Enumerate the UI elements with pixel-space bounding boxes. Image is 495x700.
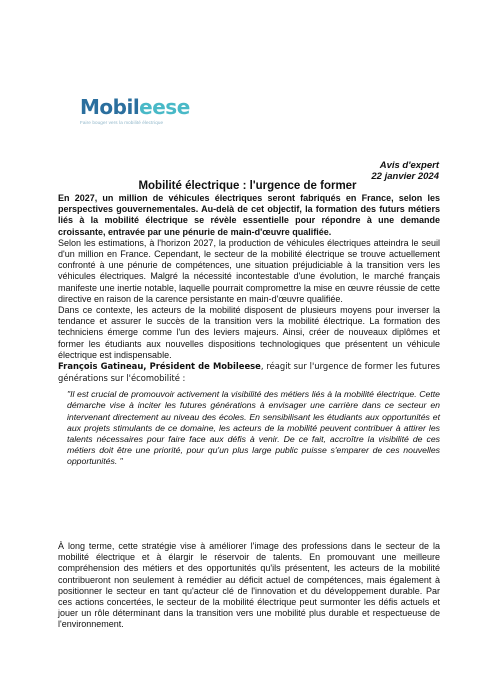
closing-paragraph: À long terme, cette stratégie vise à améliorer l'image des professions dans le secteur de la mobilité électrique et à élargir le réservoir de talents. En promouvant une meilleure compréhension des métiers et des opportunités qu'ils présentent, les acteurs de la mobilité contribueront non seulement à remédier au déficit actuel de compétences, mais également à positionner le secteur en tant qu'acteur clé de l'innovation et du développement durable. Par ces actions concertées, le secteur de la mobilité électrique peut surmonter les défis actuels et jouer un rôle déterminant dans la transition vers une mobilité plus durable et respectueuse de l'environnement. [58, 541, 440, 630]
document-body [58, 193, 440, 468]
speaker-name: François Gatineau, Président de Mobileese [58, 361, 261, 372]
logo-text-dark: Mobil [80, 95, 140, 119]
logo-text-light: eese [139, 95, 190, 119]
speaker-intro [58, 361, 440, 384]
expert-quote: "Il est crucial de promouvoir activement la visibilité des métiers liés à la mobilité électrique. Cette démarche vise à inciter les futures générations à envisager une carrière dans ce secteur en intervenant directement au niveau des écoles. En sensibilisant les étudiants aux opportunités et aux projets stimulants de ce domaine, les acteurs de la mobilité peuvent contribuer à attirer les talents nécessaires pour faire face aux défis à venir. De ce fait, accroître la visibilité de ces métiers doit être une priorité, pour qu'un plus large public puisse s'emparer de ces nouvelles opportunités. " [67, 389, 440, 467]
lead-paragraph: En 2027, un million de véhicules électriques seront fabriqués en France, selon les perspectives gouvernementales. Au-delà de cet objectif, la formation des futurs métiers liés à la mobilité électrique se révèle essentielle pour répondre à une demande croissante, entravée par une pénurie de main-d'œuvre qualifiée. [58, 193, 440, 237]
document-date: 22 janvier 2024 [371, 171, 439, 182]
document-meta [371, 160, 439, 182]
document-type: Avis d'expert [379, 160, 439, 171]
body-paragraph: Selon les estimations, à l'horizon 2027, la production de véhicules électriques atteindra le seuil d'un million en France. Cependant, le secteur de la mobilité électrique se trouve actuellement confronté à une pénurie de compétences, une situation préjudiciable à la transition vers les véhicules électriques. Malgré la nécessité incontestable d'une évolution, le marché français manifeste une inertie notable, laquelle pourrait compromettre la mise en œuvre réussie de cette directive en raison de la carence persistante en main-d'œuvre qualifiée. [58, 237, 440, 304]
logo-wordmark [80, 95, 190, 119]
speaker-intro-text: , réagit sur l'urgence de former les futures générations sur l'écomobilité : [58, 361, 440, 383]
document-title: Mobilité électrique : l'urgence de former [138, 180, 357, 192]
mobileese-logo [80, 95, 190, 132]
logo-tagline: Faire bouger vers la mobilité électrique [80, 120, 164, 125]
body-paragraph: Dans ce contexte, les acteurs de la mobilité disposent de plusieurs moyens pour inverser la tendance et assurer le succès de la transition vers la mobilité électrique. La formation des techniciens émerge comme l'un des leviers majeurs. Ainsi, créer de nouveaux diplômes et former les étudiants aux nouvelles dispositions technologiques que présentent un véhicule électrique est indispensable. [58, 305, 440, 360]
